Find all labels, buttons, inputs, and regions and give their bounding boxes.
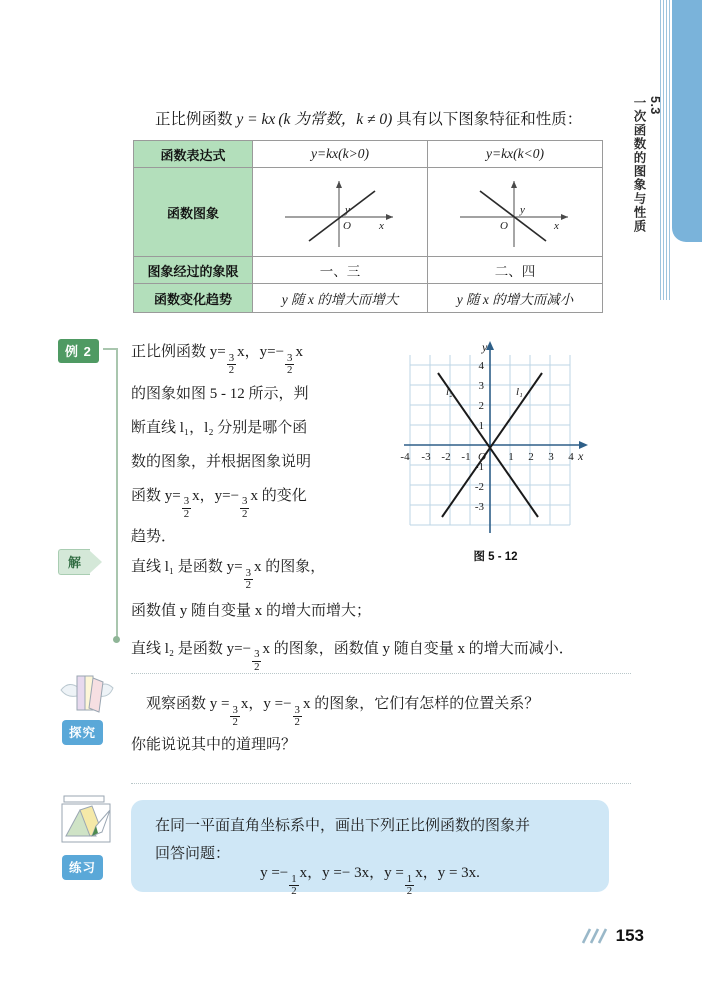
solution-line-1: 直线 l₁ 是函数 y= $\frac{3}{2}$ x 的图象， [131,559,326,592]
explore-body [131,688,636,761]
explore-line-1: 观察函数 y = $\frac{3}{2}$ x，y =− $\frac{3}{2}$ x 的图象，它们有怎样的位置关系？ [146,696,540,729]
page-footer [579,926,644,946]
table-row [134,284,603,313]
cell-trend-positive: y 随 x 的增大而增大 [253,284,428,313]
table-row [134,257,603,284]
page-number: 153 [615,926,644,945]
solution-body [131,548,631,673]
properties-table [133,140,603,313]
solution-line-3: 直线 l₂ 是函数 y=− $\frac{3}{2}$ x 的图象，函数值 y 随自变量 x 的增大而减小． [131,640,574,673]
intro-suffix: 具有以下图象特征和性质： [396,111,583,128]
explore-line-2: 你能说说其中的道理吗？ [131,736,297,753]
slashes-icon [579,927,609,945]
example-line-3: 断直线 l₁，l₂ 分别是哪个函 [131,419,308,436]
svg-text:3: 3 [548,451,554,463]
figure-5-12 [398,333,598,550]
cell-expression-negative: y=kx(k<0) [428,141,603,168]
solution-badge-arrow [90,551,102,573]
svg-text:1: 1 [478,420,484,432]
svg-text:O: O [478,451,486,463]
figure-caption: 图 5 - 12 [473,551,518,563]
svg-text:O: O [343,220,351,232]
practice-body [155,812,595,868]
practice-badge: 练习 [62,855,103,880]
svg-text:-1: -1 [474,461,484,473]
notebook-pencil-icon [58,792,118,853]
cell-graph-positive [253,168,428,257]
row-header-quadrants: 图象经过的象限 [134,257,253,284]
section-label [630,96,666,233]
cell-expression-positive: y=kx(k>0) [253,141,428,168]
svg-text:l₁: l₁ [516,386,523,398]
svg-text:4: 4 [568,451,574,463]
explore-divider-bottom [131,783,631,784]
svg-text:x: x [554,220,559,232]
svg-text:-3: -3 [421,451,431,463]
svg-text:x: x [578,449,584,463]
svg-text:l₂: l₂ [446,386,453,398]
svg-text:4: 4 [478,360,484,372]
practice-line-1: 在同一平面直角坐标系中，画出下列正比例函数的图象并 [155,818,531,834]
example-rail [116,348,118,640]
row-header-trend: 函数变化趋势 [134,284,253,313]
svg-text:-1: -1 [461,451,471,463]
svg-text:-3: -3 [474,501,484,513]
solution-badge [58,551,102,573]
row-header-graph: 函数图象 [134,168,253,257]
example-line-4: 数的图象，并根据图象说明 [131,453,312,470]
mini-graph-positive-icon [265,171,415,253]
cell-trend-negative: y 随 x 的增大而减小 [428,284,603,313]
svg-text:-2: -2 [441,451,451,463]
example-rail-dot [113,636,120,643]
books-icon [57,672,119,721]
explore-divider-top [131,673,631,674]
svg-text:-2: -2 [474,481,484,493]
cell-quadrants-negative: 二、四 [428,257,603,284]
svg-text:2: 2 [478,400,484,412]
intro-sentence [155,107,582,129]
svg-text:2: 2 [528,451,534,463]
practice-equations: y =− $\frac{1}{2}$ x，y =− 3x，y = $\frac{1}{2}$ x，y = 3x. [260,865,480,898]
cell-graph-negative [428,168,603,257]
example-rail-tick [103,348,117,350]
svg-text:y: y [345,204,350,216]
intro-formula: y = kx (k 为常数，k ≠ 0) [236,111,393,128]
example-line-2: 的图象如图 5 - 12 所示，判 [131,385,309,402]
svg-text:y: y [520,204,525,216]
section-tab [672,0,702,242]
svg-text:O: O [500,220,508,232]
solution-badge-label: 解 [58,549,90,575]
mini-graph-negative-icon [440,171,590,253]
row-header-expression: 函数表达式 [134,141,253,168]
cell-quadrants-positive: 一、三 [253,257,428,284]
section-number: 5.3 [648,96,662,115]
section-title: 一次函数的图象与性质 [632,96,646,233]
explore-badge: 探究 [62,720,103,745]
example-badge: 例 2 [58,339,99,363]
table-row [134,141,603,168]
practice-line-2: 回答问题： [155,846,231,862]
svg-text:1: 1 [508,451,514,463]
svg-text:-4: -4 [400,451,410,463]
table-row [134,168,603,257]
svg-text:y: y [482,340,488,354]
example-line-6: 趋势． [131,529,177,546]
intro-prefix: 正比例函数 [155,111,233,128]
svg-text:3: 3 [478,380,484,392]
example-line-5: 函数 y= $\frac{3}{2}$ x，y=− $\frac{3}{2}$ x 的变化 [131,487,307,520]
coordinate-plane-chart [398,333,598,545]
example-line-1: 正比例函数 y= $\frac{3}{2}$ x，y=− $\frac{3}{2}$ x [131,344,303,377]
svg-text:x: x [379,220,384,232]
example-body [131,335,391,554]
solution-line-2: 函数值 y 随自变量 x 的增大而增大； [131,602,372,619]
